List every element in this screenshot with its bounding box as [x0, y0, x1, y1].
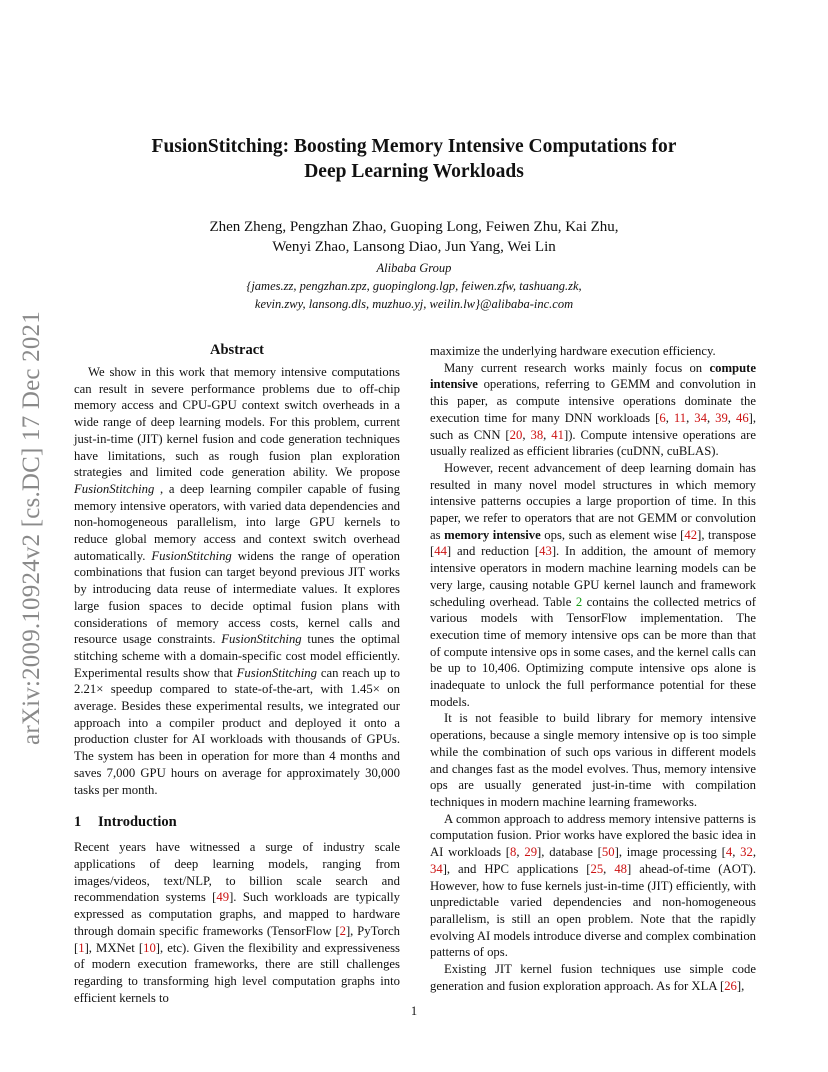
- authors-line-1: Zhen Zheng, Pengzhan Zhao, Guoping Long, Feiwen Zhu, Kai Zhu,: [209, 219, 619, 235]
- text-run: ops, such as element wise [: [540, 527, 685, 542]
- text-run: ]). Compute intensive operations are usually realized as efficient libraries (cuDNN, cuBLAS).: [430, 427, 757, 459]
- text-run: ,: [706, 410, 716, 425]
- citation-link[interactable]: 46: [735, 410, 749, 425]
- text-run: Many current research works mainly focus on: [444, 360, 710, 375]
- page-number: 1: [410, 1004, 418, 1018]
- system-name: FusionStitching: [221, 632, 302, 647]
- abstract-heading: Abstract: [210, 342, 264, 358]
- section-heading-introduction: [74, 813, 400, 831]
- citation-link[interactable]: 11: [673, 410, 687, 425]
- paragraph-intro-p1: [74, 839, 400, 1006]
- citation-link[interactable]: 43: [539, 544, 552, 559]
- text-run: ,: [665, 410, 674, 425]
- citation-link[interactable]: 4: [725, 845, 733, 860]
- paragraph-right-p2: [430, 460, 756, 711]
- abstract-body: [74, 364, 400, 798]
- text-run: Existing JIT kernel fusion techniques use simple code generation and fusion exploration approach. As for XLA [: [430, 962, 756, 993]
- text-run: widens the range of operation combinations that fusion can target beyond previous JIT works by introducing data reuse of intermediate values. It explores large fusion spaces to decide optimal fusion plans with considerations of memory access costs, kernel calls and resource usage constraints.: [74, 548, 400, 647]
- text-run: ]. In addition, the amount of memory intensive operators in modern machine learning models can be very large, causing notable GPU kernel launch and framework scheduling overhead. Table: [430, 544, 756, 609]
- citation-link[interactable]: 38: [530, 427, 544, 442]
- citation-link[interactable]: 8: [510, 845, 517, 860]
- citation-link[interactable]: 44: [434, 544, 447, 559]
- text-run: ], transpose [: [430, 527, 756, 559]
- paragraph-right-p3: [430, 710, 756, 810]
- right-column: [430, 343, 756, 994]
- left-column: [74, 341, 400, 1006]
- paragraph-right-p4: [430, 811, 756, 961]
- citation-link[interactable]: 49: [216, 890, 230, 905]
- citation-link[interactable]: 32: [740, 845, 753, 860]
- citation-link[interactable]: 48: [614, 861, 627, 876]
- citation-link[interactable]: 26: [724, 978, 737, 993]
- text-run: ,: [686, 410, 695, 425]
- paragraph-right-p0: [430, 343, 756, 360]
- author-list: [120, 217, 708, 257]
- text-run: ],: [736, 978, 745, 993]
- citation-link[interactable]: 34: [694, 410, 707, 425]
- authors-line-2: Wenyi Zhao, Lansong Diao, Jun Yang, Wei Lin: [272, 239, 556, 255]
- citation-link[interactable]: 1: [78, 940, 85, 955]
- arxiv-identifier: arXiv:2009.10924v2 [cs.DC] 17 Dec 2021: [18, 310, 45, 745]
- affiliation-block: [120, 259, 708, 313]
- text-run: ] and reduction [: [446, 544, 540, 559]
- text-run: It is not feasible to build library for memory intensive operations, because a single memory intensive op is too simple while the combination of such ops various in different models and changes fast as the model evolves. Thus, memory intensive ops are usually generated just-in-time with compilation techniques in modern machine learning frameworks.: [430, 711, 756, 809]
- citation-link[interactable]: 2: [339, 923, 346, 938]
- citation-link[interactable]: 20: [509, 427, 523, 442]
- citation-link[interactable]: 42: [684, 527, 698, 542]
- section-number: 1: [74, 814, 82, 831]
- paragraph-right-p1: [430, 360, 756, 460]
- paragraph-right-p5: [430, 961, 756, 994]
- text-run: can reach up to 2.21× speedup compared to state-of-the-art, with 1.45× on average. Besides these experimental results, we integrated our approach into a compiler product and deployed it onto a production cluster for AI workloads with thousands of GPUs. The system has been in operation for more than 4 months and saves 7,000 GPU hours on average for approximately 30,000 tasks per month.: [74, 665, 400, 797]
- system-name: FusionStitching: [151, 548, 232, 563]
- right-column-body: [430, 343, 756, 994]
- text-run: contains the collected metrics of various models with TensorFlow implementation. The execution time of memory intensive ops can be more than that of compute intensive ops in some cases, and the kernel calls can be up to 10,406. Optimizing compute intensive ops alone is inadequate to unlock the full performance potential for these models.: [430, 594, 756, 709]
- text-run: operations, referring to GEMM and convolution in this paper, as compute intensive operations dominate the execution time for many DNN workloads [: [430, 377, 756, 425]
- system-name: FusionStitching: [236, 665, 317, 680]
- text-run: ,: [522, 427, 531, 442]
- emphasis-term: compute intensive: [430, 360, 756, 392]
- text-run: ], MXNet [: [84, 940, 144, 955]
- title-line-2: Deep Learning Workloads: [304, 161, 524, 182]
- citation-link[interactable]: 25: [590, 861, 604, 876]
- arxiv-sidebar: [20, 275, 44, 780]
- section-title: Introduction: [98, 814, 177, 831]
- citation-link[interactable]: 29: [524, 845, 538, 860]
- text-run: ], and HPC applications [: [442, 861, 591, 876]
- text-run: maximize the underlying hardware execution efficiency.: [430, 344, 716, 358]
- text-run: ], PyTorch [: [74, 923, 400, 955]
- affiliation-emails-2: kevin.zwy, lansong.dls, muzhuo.yj, weilin.lw}@alibaba-inc.com: [254, 297, 574, 311]
- table-reference-link[interactable]: 2: [575, 594, 583, 609]
- citation-link[interactable]: 39: [715, 410, 728, 425]
- system-name: FusionStitching: [74, 481, 155, 496]
- affiliation-org: Alibaba Group: [376, 261, 452, 275]
- text-run: ,: [516, 845, 525, 860]
- text-run: ] ahead-of-time (AOT). However, how to fuse kernels just-in-time (JIT) efficiently, with unpredictable varied dependencies and non-homogeneous parallelism, is still an open problem. Note that the rapidly evolving AI models introduce diverse and complex combination patterns of ops.: [430, 861, 757, 960]
- text-run: ]. Such workloads are typically expressed as computation graphs, and mapped to hardware through domain specific frameworks (TensorFlow [: [74, 890, 400, 938]
- paper-title: [120, 134, 708, 184]
- text-run: ], etc). Given the flexibility and expressiveness of modern execution frameworks, there are still challenges regarding to transforming high level computation graphs into efficient kernels to: [74, 940, 400, 1005]
- text-run: ], image processing [: [614, 845, 726, 860]
- text-run: ], database [: [537, 845, 602, 860]
- citation-link[interactable]: 34: [430, 861, 443, 876]
- text-run: We show in this work that memory intensive computations can result in severe performance problems due to off-chip memory access and CPU-GPU context switch overheads in a wide range of deep learning models. For this problem, current just-in-time (JIT) kernel fusion and code generation techniques have limitations, such as rough fusion plan exploration strategies and limited code generation ability. We propose: [74, 365, 400, 480]
- text-run: However, recent advancement of deep learning domain has resulted in many novel model structures in which memory intensive patterns occupies a large proportion of time. In this paper, we refer to operators that are not GEMM or convolution as: [430, 460, 756, 542]
- text-run: tunes the optimal stitching scheme with a domain-specific cost model efficiently. Experimental results show that: [74, 632, 400, 680]
- text-run: ,: [752, 845, 757, 860]
- text-run: A common approach to address memory intensive patterns is computation fusion. Prior works have explored the basic idea in AI workloads [: [430, 811, 756, 860]
- emphasis-term: memory intensive: [444, 527, 541, 542]
- text-run: ], such as CNN [: [430, 410, 757, 442]
- title-line-1: FusionStitching: Boosting Memory Intensive Computations for: [151, 136, 677, 157]
- citation-link[interactable]: 50: [601, 845, 615, 860]
- affiliation-emails-1: {james.zz, pengzhan.zpz, guopinglong.lgp, feiwen.zfw, tashuang.zk,: [246, 279, 582, 293]
- introduction-body: [74, 839, 400, 1006]
- text-run: ,: [603, 861, 615, 876]
- citation-link[interactable]: 6: [659, 410, 666, 425]
- text-run: , a deep learning compiler capable of fusing memory intensive operators, with varied data dependencies and non-homogeneous parallelism, into large GPU kernels to reduce global memory access and context switch overhead automatically.: [74, 481, 400, 563]
- citation-link[interactable]: 10: [143, 940, 156, 955]
- citation-link[interactable]: 41: [551, 427, 564, 442]
- paragraph-abstract: [74, 364, 400, 798]
- text-run: ,: [732, 845, 741, 860]
- text-run: ,: [543, 427, 552, 442]
- text-run: Recent years have witnessed a surge of industry scale applications of deep learning models, ranging from images/videos, text/NLP, to billion scale search and recommendation systems [: [74, 840, 400, 905]
- text-run: ,: [727, 410, 736, 425]
